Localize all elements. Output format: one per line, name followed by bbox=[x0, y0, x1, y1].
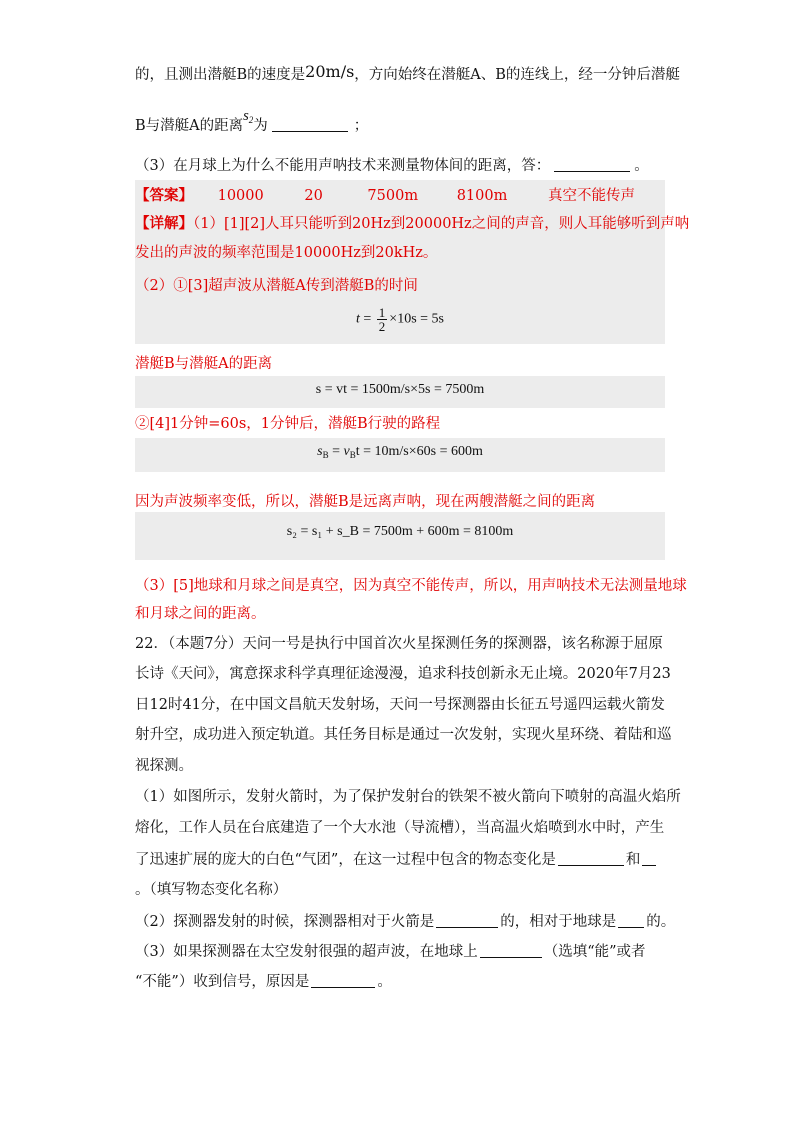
equation-distance bbox=[135, 382, 665, 398]
text: B与潜艇A的距离 bbox=[135, 118, 244, 134]
detail-line-7 bbox=[135, 576, 687, 596]
answer-value: 10000 bbox=[217, 188, 264, 204]
text: （3）[5]地球和月球之间是真空，因为真空不能传声，所以，用声呐技术无法测量地球 bbox=[135, 578, 687, 594]
answer-blank[interactable] bbox=[554, 157, 630, 172]
text: 长诗《天问》，寓意探求科学真理征途漫漫，追求科技创新永无止境。2020年7月23 bbox=[135, 666, 671, 682]
text: （选填“能”或者 bbox=[543, 944, 646, 960]
q22-sub1-line-1 bbox=[135, 787, 681, 807]
answer-blank[interactable] bbox=[436, 913, 498, 928]
text: ； bbox=[353, 118, 369, 134]
answer-label: 【答案】 bbox=[135, 187, 193, 204]
q22-sub3-line-2 bbox=[135, 972, 392, 992]
equation-path-b: $s_B = v_Bt = 10m/s\times 60s = 600m$ bbox=[317, 444, 483, 460]
q22-sub1-line-2 bbox=[135, 818, 664, 838]
detail-line-5 bbox=[135, 414, 440, 434]
answer-blank[interactable] bbox=[480, 943, 542, 958]
text: （3）在月球上为什么不能用声呐技术来测量物体间的距离，答： bbox=[135, 158, 551, 174]
answer-value: 8100m bbox=[456, 188, 508, 204]
text: （2）探测器发射的时候，探测器相对于火箭是 bbox=[135, 914, 435, 930]
text: 日12时41分，在中国文昌航天发射场，天问一号探测器由长征五号遥四运载火箭发 bbox=[135, 697, 665, 713]
text: （1）如图所示，发射火箭时，为了保护发射台的铁架不被火箭向下喷射的高温火焰所 bbox=[135, 789, 681, 805]
detail-label: 【详解】 bbox=[135, 215, 193, 232]
text: ，方向始终在潜艇A、B的连线上，经一分钟后潜艇 bbox=[354, 67, 680, 83]
text: ②[4]1分钟=60s，1分钟后，潜艇B行驶的路程 bbox=[135, 416, 441, 432]
q22-sub2-line bbox=[135, 912, 675, 932]
text: 和 bbox=[625, 852, 641, 868]
answer-blank[interactable] bbox=[642, 851, 656, 866]
text: （2）①[3]超声波从潜艇A传到潜艇B的时间 bbox=[135, 278, 418, 294]
numerator: 1 bbox=[378, 305, 386, 320]
q22-sub1-line-4 bbox=[135, 880, 287, 900]
text: 的。 bbox=[646, 914, 676, 930]
q22-sub3-line-1 bbox=[135, 942, 646, 962]
eq-subscript: B bbox=[349, 450, 356, 460]
text: 因为声波频率变低，所以，潜艇B是远离声呐，现在两艘潜艇之间的距离 bbox=[135, 494, 596, 510]
fraction bbox=[377, 306, 388, 333]
q22-intro-3 bbox=[135, 695, 665, 715]
detail-line-6 bbox=[135, 492, 595, 512]
eq-subscript: B bbox=[322, 450, 329, 460]
text: “不能”）收到信号，原因是 bbox=[135, 974, 310, 990]
answer-blank[interactable] bbox=[311, 973, 375, 988]
text: 。（填写物态变化名称） bbox=[135, 882, 288, 898]
equation-total bbox=[135, 524, 665, 540]
eq-text: s = vt = 1500m/s×5s = 7500m bbox=[315, 382, 485, 397]
eq-symbol: v bbox=[343, 444, 350, 459]
text: （3）如果探测器在太空发射很强的超声波，在地球上 bbox=[135, 944, 478, 960]
text: 为 bbox=[253, 118, 268, 134]
text: 潜艇B与潜艇A的距离 bbox=[135, 356, 273, 372]
q22-sub1-line-3 bbox=[135, 850, 658, 870]
detail-line-8 bbox=[135, 604, 266, 624]
detail-line-1 bbox=[135, 214, 689, 234]
answer-line bbox=[135, 186, 635, 206]
detail-line-4 bbox=[135, 354, 272, 374]
eq-symbol: s bbox=[317, 444, 323, 459]
text: 射升空，成功进入预定轨道。其任务目标是通过一次发射，实现火星环绕、着陆和巡 bbox=[135, 727, 672, 743]
answer-blank[interactable] bbox=[272, 117, 348, 132]
text: 了迅速扩展的庞大的白色“气团”，在这一过程中包含的物态变化是 bbox=[135, 852, 556, 868]
q21-q3-line bbox=[135, 156, 649, 176]
q22-intro-2 bbox=[135, 664, 671, 684]
detail-line-2 bbox=[135, 243, 437, 263]
answer-value: 7500m bbox=[367, 188, 419, 204]
text: （1）[1][2]人耳只能听到20Hz到20000Hz之间的声音，则人耳能够听到声呐 bbox=[193, 216, 690, 232]
text: 熔化，工作人员在台底建造了一个大水池（导流槽），当高温火焰喷到水中时，产生 bbox=[135, 820, 665, 836]
text: 发出的声波的频率范围是10000Hz到20kHz。 bbox=[135, 245, 438, 261]
text: 22．（本题7分）天问一号是执行中国首次火星探测任务的探测器，该名称源于屈原 bbox=[135, 636, 663, 652]
q22-intro-5 bbox=[135, 756, 193, 776]
denominator: 2 bbox=[378, 319, 386, 334]
s2-symbol bbox=[243, 108, 253, 124]
text: 的，且测出潜艇B的速度是 bbox=[135, 67, 306, 83]
answer-blank[interactable] bbox=[558, 851, 624, 866]
text: 的，相对于地球是 bbox=[500, 914, 617, 930]
text: 和月球之间的距离。 bbox=[135, 606, 266, 622]
equation-time: t = $\frac{1}{2}$ ×10s = 5s bbox=[356, 305, 444, 334]
detail-line-3 bbox=[135, 276, 418, 296]
eq-rest: ×10s = 5s bbox=[389, 311, 444, 327]
eq-text: s₂ = s₁ + s_B = 7500m + 600m = 8100m bbox=[286, 524, 514, 539]
q22-intro-1 bbox=[135, 634, 663, 654]
answer-value: 真空不能传声 bbox=[547, 188, 635, 204]
eq-symbol: t bbox=[356, 311, 360, 327]
text: 。 bbox=[634, 158, 649, 174]
q21-distance-line bbox=[135, 108, 369, 140]
text: 视探测。 bbox=[135, 758, 193, 774]
q22-intro-4 bbox=[135, 725, 672, 745]
text: 。 bbox=[377, 974, 392, 990]
s2-subscript: 2 bbox=[248, 115, 254, 125]
answer-value: 20 bbox=[304, 188, 323, 204]
q21-speed-line bbox=[135, 62, 680, 85]
eq-rest: t = 10m/s×60s = 600m bbox=[355, 444, 483, 459]
answer-blank[interactable] bbox=[618, 913, 644, 928]
speed-value: 20m/s bbox=[305, 62, 355, 81]
s2-letter: s bbox=[243, 108, 249, 124]
